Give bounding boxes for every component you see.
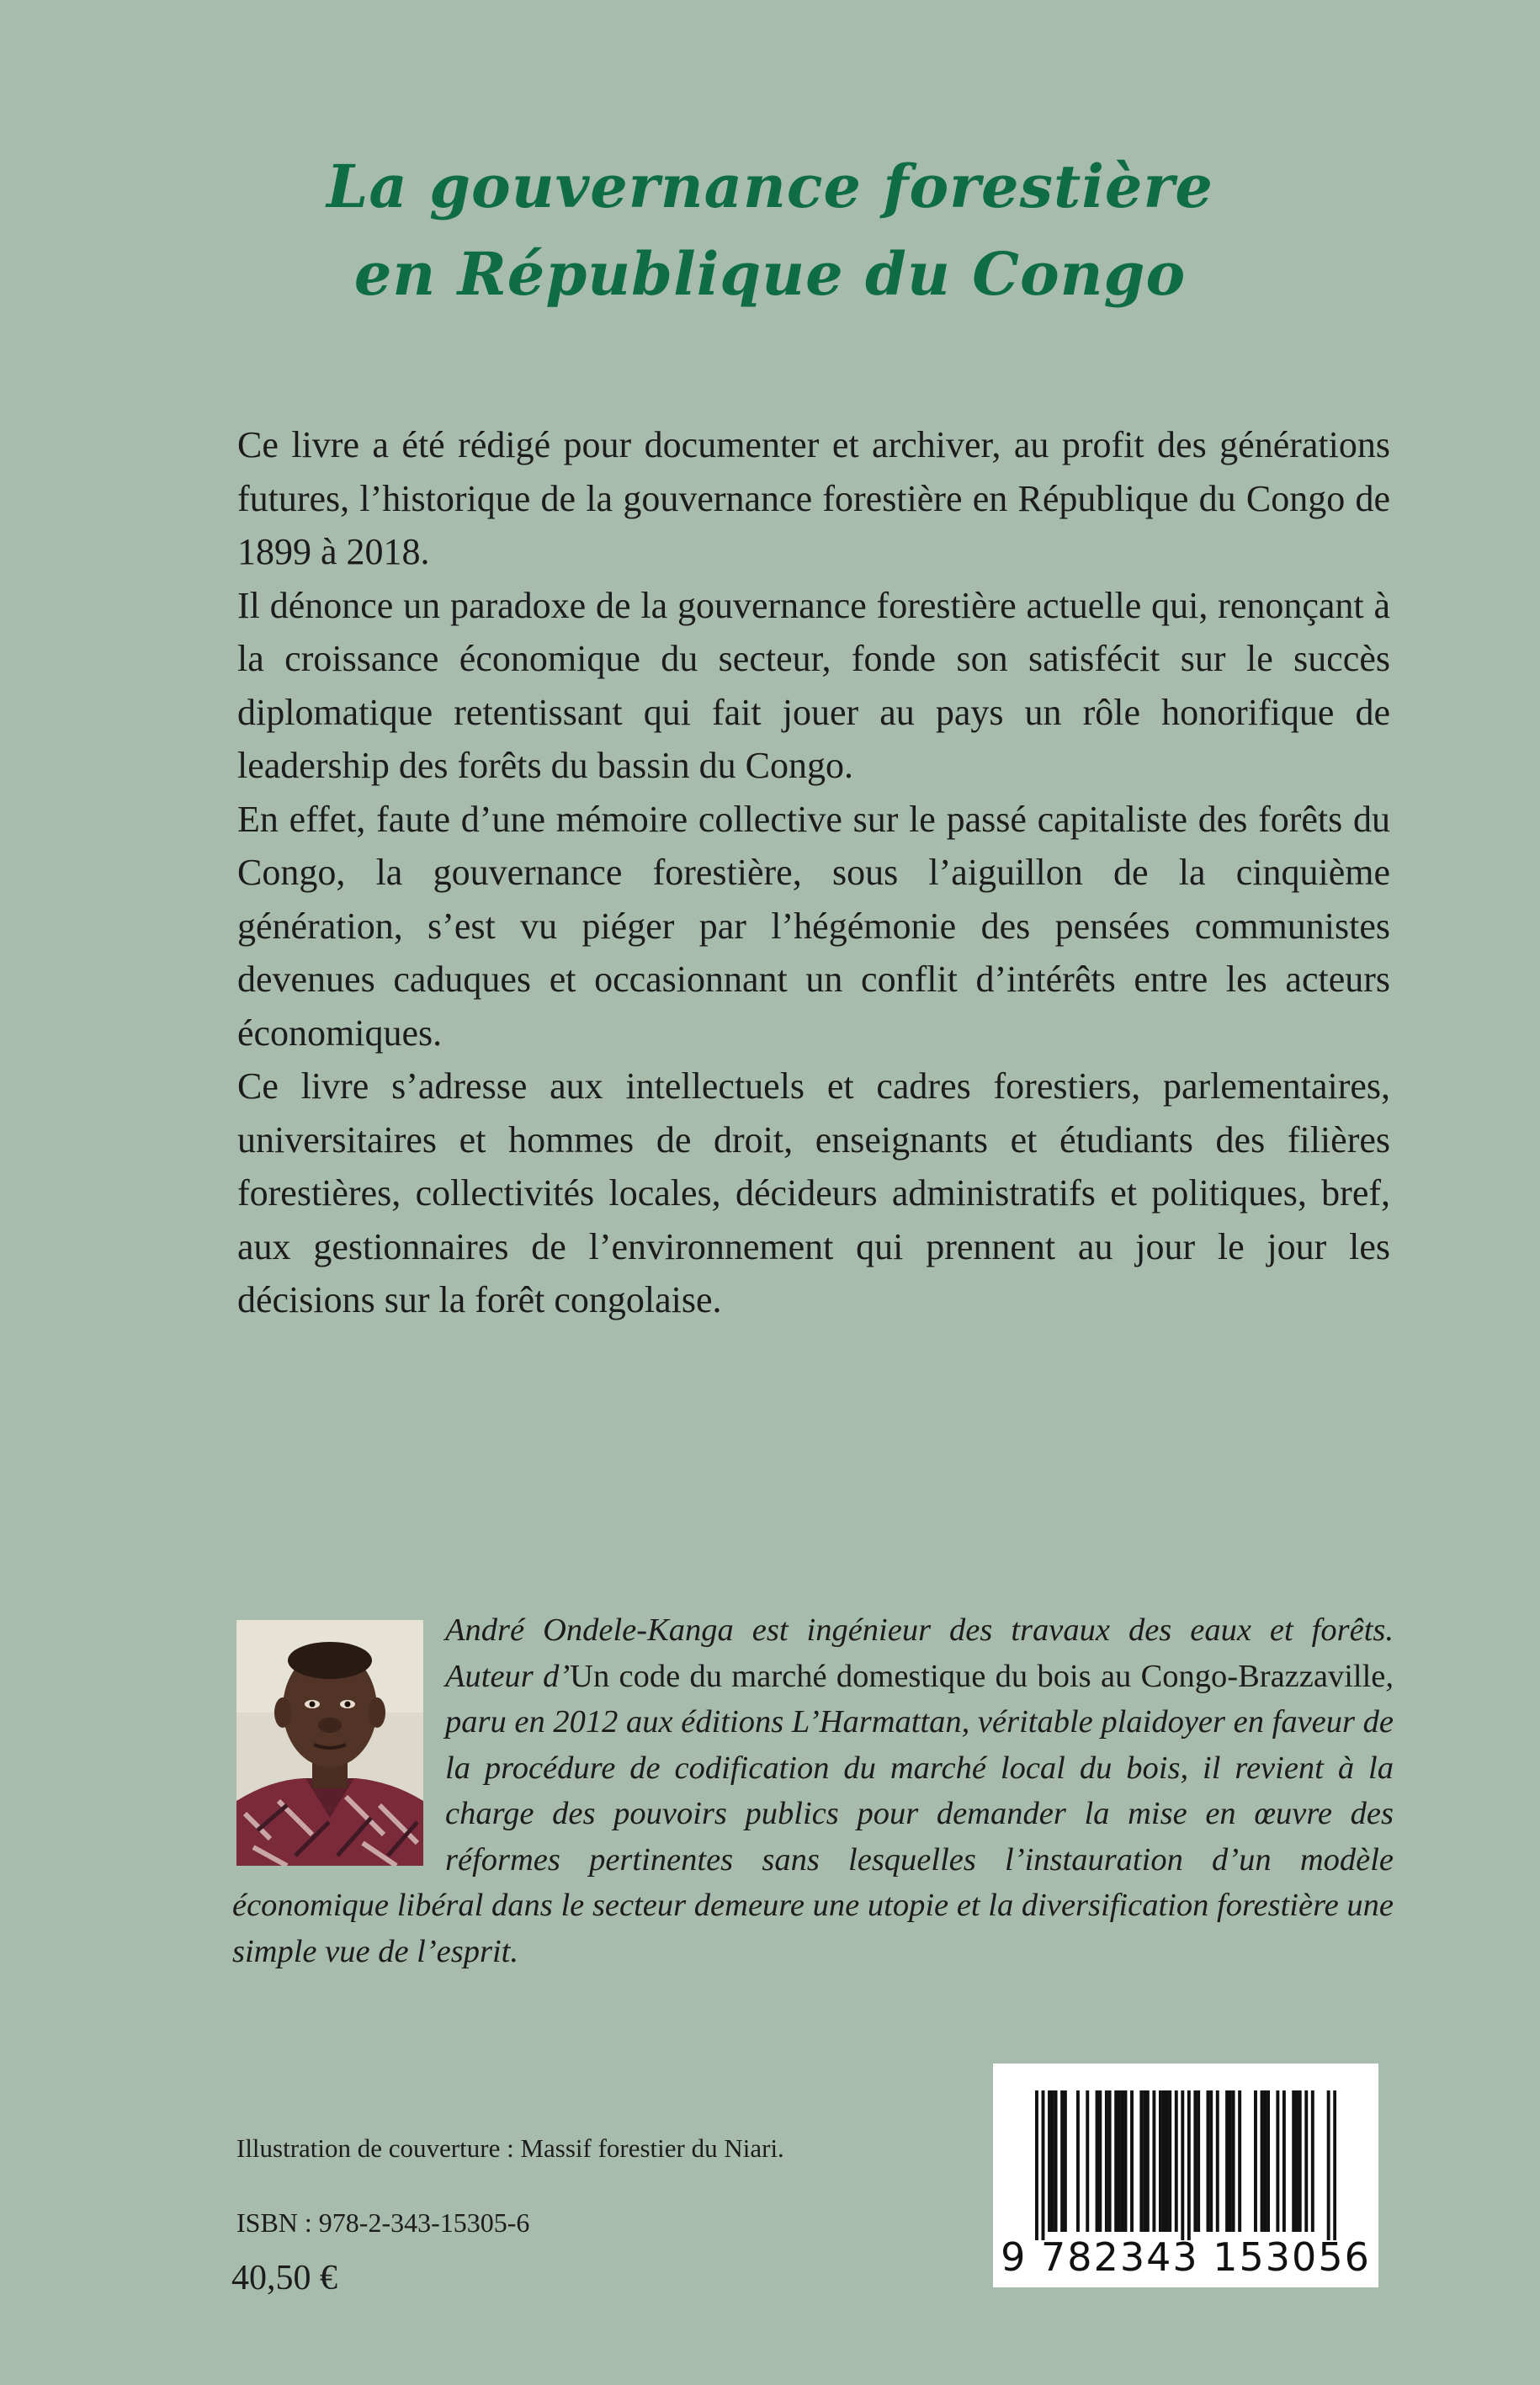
barcode-bar <box>1229 2090 1232 2232</box>
summary-paragraph: Il dénonce un paradoxe de la gouvernance forestière actuelle qui, renonçant à la croissance économique du secteur, fonde son satisfécit sur le succès diplomatique retentissant qui fait jouer au pays un rôle honorifique de leadership des forêts du bassin du Congo. <box>237 584 1390 786</box>
barcode-bar <box>1298 2090 1302 2232</box>
barcode-bar <box>1197 2090 1200 2232</box>
barcode-bar <box>1159 2090 1162 2232</box>
author-bio <box>232 1607 1394 1974</box>
barcode-bar <box>1166 2090 1169 2232</box>
barcode-bar <box>1121 2090 1124 2232</box>
title-line-1: La gouvernance forestière <box>327 151 1213 221</box>
barcode-bar <box>1282 2090 1286 2232</box>
barcode-bar <box>1146 2090 1150 2232</box>
barcode-bar <box>1114 2090 1118 2232</box>
barcode-bar <box>1225 2090 1229 2232</box>
barcode-bar <box>1292 2090 1295 2232</box>
barcode-bar <box>1209 2090 1213 2232</box>
barcode-bar <box>1261 2090 1264 2232</box>
barcode-bar <box>1086 2090 1089 2232</box>
barcode-digits: 9 782343 153056 <box>1001 2234 1371 2280</box>
barcode-bar <box>1108 2090 1112 2232</box>
barcode-bar <box>1139 2090 1143 2232</box>
previous-book-title: Un code du marché domestique du bois au Congo-Brazzaville <box>570 1658 1386 1694</box>
back-cover-summary <box>237 418 1390 1327</box>
barcode-bar <box>1048 2090 1051 2232</box>
barcode-bar <box>1143 2090 1146 2232</box>
price: 40,50 € <box>231 2259 337 2297</box>
barcode-bar <box>1276 2090 1279 2232</box>
barcode-bar <box>1105 2090 1108 2232</box>
barcode-bar <box>1098 2090 1102 2232</box>
barcode-bar <box>1333 2090 1336 2240</box>
barcode-bars <box>1035 2090 1336 2240</box>
barcode-bar <box>1096 2090 1099 2232</box>
barcode-bar <box>1254 2090 1257 2232</box>
author-bio-text: est ingénieur des travaux des eaux et forêts. Auteur d’ <box>445 1612 1394 1694</box>
barcode-bar <box>1162 2090 1166 2232</box>
barcode-bar <box>1238 2090 1241 2232</box>
barcode-bar <box>1168 2090 1171 2232</box>
barcode-bar <box>1295 2090 1298 2232</box>
isbn: ISBN : 978-2-343-15305-6 <box>236 2207 530 2238</box>
barcode-bar <box>1304 2090 1308 2232</box>
barcode-bar <box>1076 2090 1080 2232</box>
author-name: André Ondele-Kanga <box>445 1612 734 1648</box>
barcode-bar <box>1152 2090 1155 2232</box>
barcode <box>993 2064 1378 2287</box>
barcode-bar <box>1327 2090 1330 2240</box>
barcode-bar <box>1181 2090 1184 2240</box>
barcode-bar <box>1267 2090 1270 2232</box>
book-title <box>0 143 1540 318</box>
barcode-bar <box>1232 2090 1235 2232</box>
barcode-bar <box>1118 2090 1121 2232</box>
barcode-bar <box>1124 2090 1128 2232</box>
barcode-bar <box>1263 2090 1267 2232</box>
illustration-credit: Illustration de couverture : Massif forestier du Niari. <box>236 2133 784 2163</box>
title-line-2: en République du Congo <box>353 239 1187 309</box>
barcode-bar <box>1051 2090 1054 2232</box>
barcode-bar <box>1042 2090 1045 2240</box>
summary-paragraph: Ce livre a été rédigé pour documenter et archiver, au profit des générations futures, l’historique de la gouvernance forestière en République du Congo de 1899 à 2018. <box>237 424 1390 572</box>
barcode-bar <box>1054 2090 1058 2232</box>
author-bio-text: , paru en 2012 aux éditions L’Harmattan, véritable plaidoyer en faveur de la procédure de codification du marché local du bois, il revient à la charge des pouvoirs publics pour demander la mise en œuvre des réformes pertinentes sans lesquelles l’instauration d’un modèle économique libéral dans le secteur demeure une utopie et la diversification forestière une simple vue de l’esprit. <box>232 1658 1394 1969</box>
barcode-bar <box>1130 2090 1134 2232</box>
barcode-bar <box>1187 2090 1191 2240</box>
summary-paragraph: Ce livre s’adresse aux intellectuels et cadres forestiers, parlementaires, universitaires et hommes de droit, enseignants et étudiants des filières forestières, collectivités locales, décideurs administratifs et politiques, bref, aux gestionnaires de l’environnement qui prennent au jour le jour les décisions sur la forêt congolaise. <box>237 1065 1390 1320</box>
barcode-bar <box>1175 2090 1178 2232</box>
barcode-bar <box>1206 2090 1209 2232</box>
photo-spacer <box>232 1607 445 1860</box>
barcode-bar <box>1060 2090 1064 2232</box>
summary-paragraph: En effet, faute d’une mémoire collective sur le passé capitaliste des forêts du Congo, la gouvernance forestière, sous l’aiguillon de la cinquième génération, s’est vu piéger par l’hégémonie des pensées communistes devenues caduques et occasionnant un conflit d’intérêts entre les acteurs économiques. <box>237 798 1390 1054</box>
barcode-bar <box>1311 2090 1314 2232</box>
barcode-bar <box>1216 2090 1219 2232</box>
barcode-bar <box>1064 2090 1067 2232</box>
barcode-bar <box>1193 2090 1197 2232</box>
barcode-bar <box>1035 2090 1038 2240</box>
